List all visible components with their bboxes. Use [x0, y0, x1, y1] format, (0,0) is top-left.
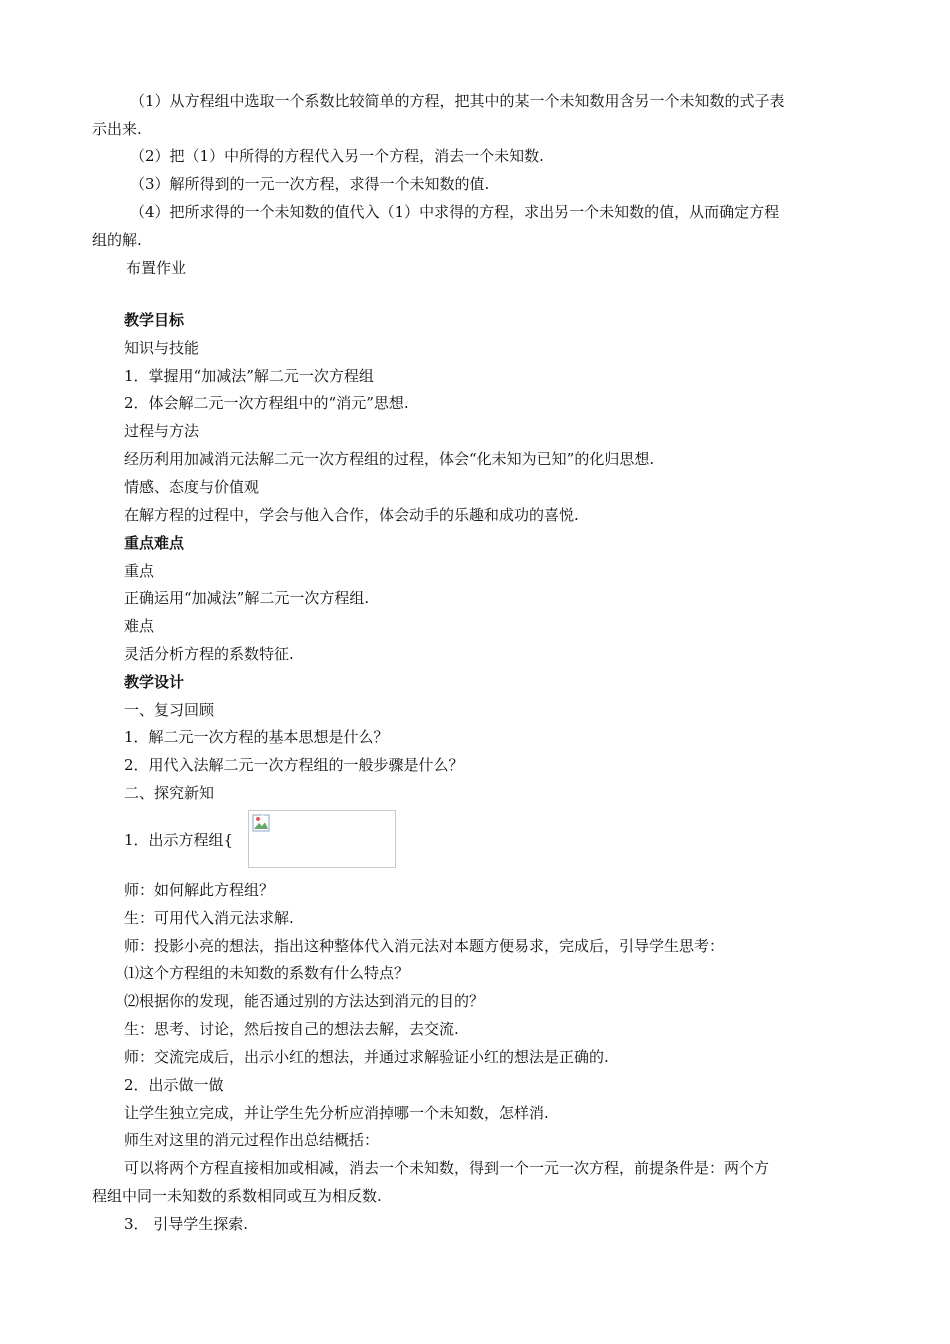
homework-heading: 布置作业	[126, 259, 187, 277]
guiding-question-1: ⑴这个方程组的未知数的系数有什么特点？	[124, 964, 410, 982]
teaching-goals-heading: 教学目标	[124, 311, 185, 329]
student-answer-2: 生：思考、讨论，然后按自己的想法去解，去交流.	[124, 1020, 459, 1038]
key-difficult-heading: 重点难点	[124, 534, 185, 552]
summary-text-line-1: 可以将两个方程直接相加或相减，消去一个未知数，得到一个一元一次方程，前提条件是：两个方	[124, 1159, 770, 1177]
practice-heading: 2．出示做一做	[124, 1076, 224, 1094]
step-1-line-1: （1）从方程组中选取一个系数比较简单的方程，把其中的某一个未知数用含另一个未知数的式子表	[130, 92, 785, 110]
step-4-line-2: 组的解.	[92, 231, 142, 249]
emotion-attitude-text: 在解方程的过程中，学会与他入合作，体会动手的乐趣和成功的喜悦.	[124, 506, 579, 524]
teacher-summary: 师：交流完成后，出示小红的想法，并通过求解验证小红的想法是正确的.	[124, 1048, 609, 1066]
key-point-label: 重点	[124, 562, 155, 580]
step-4-line-1: （4）把所求得的一个未知数的值代入（1）中求得的方程，求出另一个未知数的值，从而确定方程	[130, 203, 780, 221]
summary-heading: 师生对这里的消元过程作出总结概括：	[124, 1131, 380, 1149]
knowledge-skills-label: 知识与技能	[124, 339, 200, 357]
step-3: （3）解所得到的一元一次方程，求得一个未知数的值.	[130, 175, 490, 193]
broken-image-icon	[252, 814, 270, 832]
explore-step-3: 3． 引导学生探索.	[124, 1215, 249, 1233]
guiding-question-2: ⑵根据你的发现，能否通过别的方法达到消元的目的？	[124, 992, 485, 1010]
review-section-heading: 一、复习回顾	[124, 701, 215, 719]
student-answer-1: 生：可用代入消元法求解.	[124, 909, 294, 927]
process-method-text: 经历利用加减消元法解二元一次方程组的过程，体会“化未知为已知”的化归思想.	[124, 450, 655, 468]
step-1-line-2: 示出来.	[92, 120, 142, 138]
teacher-projection: 师：投影小亮的想法，指出这种整体代入消元法对本题方便易求，完成后，引导学生思考：	[124, 937, 725, 955]
goal-item-2: 2．体会解二元一次方程组中的“消元”思想.	[124, 394, 409, 412]
difficult-point-text: 灵活分析方程的系数特征.	[124, 645, 294, 663]
step-2: （2）把（1）中所得的方程代入另一个方程，消去一个未知数.	[130, 147, 544, 165]
summary-text-line-2: 程组中同一未知数的系数相同或互为相反数.	[92, 1187, 382, 1205]
difficult-point-label: 难点	[124, 617, 155, 635]
equation-image-placeholder	[248, 810, 396, 868]
key-point-text: 正确运用“加减法”解二元一次方程组.	[124, 589, 370, 607]
teacher-question: 师：如何解此方程组？	[124, 881, 275, 899]
process-method-label: 过程与方法	[124, 422, 200, 440]
teaching-design-heading: 教学设计	[124, 673, 185, 691]
review-question-2: 2．用代入法解二元一次方程组的一般步骤是什么？	[124, 756, 464, 774]
goal-item-1: 1．掌握用“加减法”解二元一次方程组	[124, 367, 374, 385]
practice-instruction: 让学生独立完成，并让学生先分析应消掉哪一个未知数，怎样消.	[124, 1104, 549, 1122]
explore-section-heading: 二、探究新知	[124, 784, 215, 802]
equation-system-label: 1．出示方程组{	[124, 831, 234, 849]
review-question-1: 1．解二元一次方程的基本思想是什么？	[124, 728, 389, 746]
emotion-attitude-label: 情感、态度与价值观	[124, 478, 260, 496]
